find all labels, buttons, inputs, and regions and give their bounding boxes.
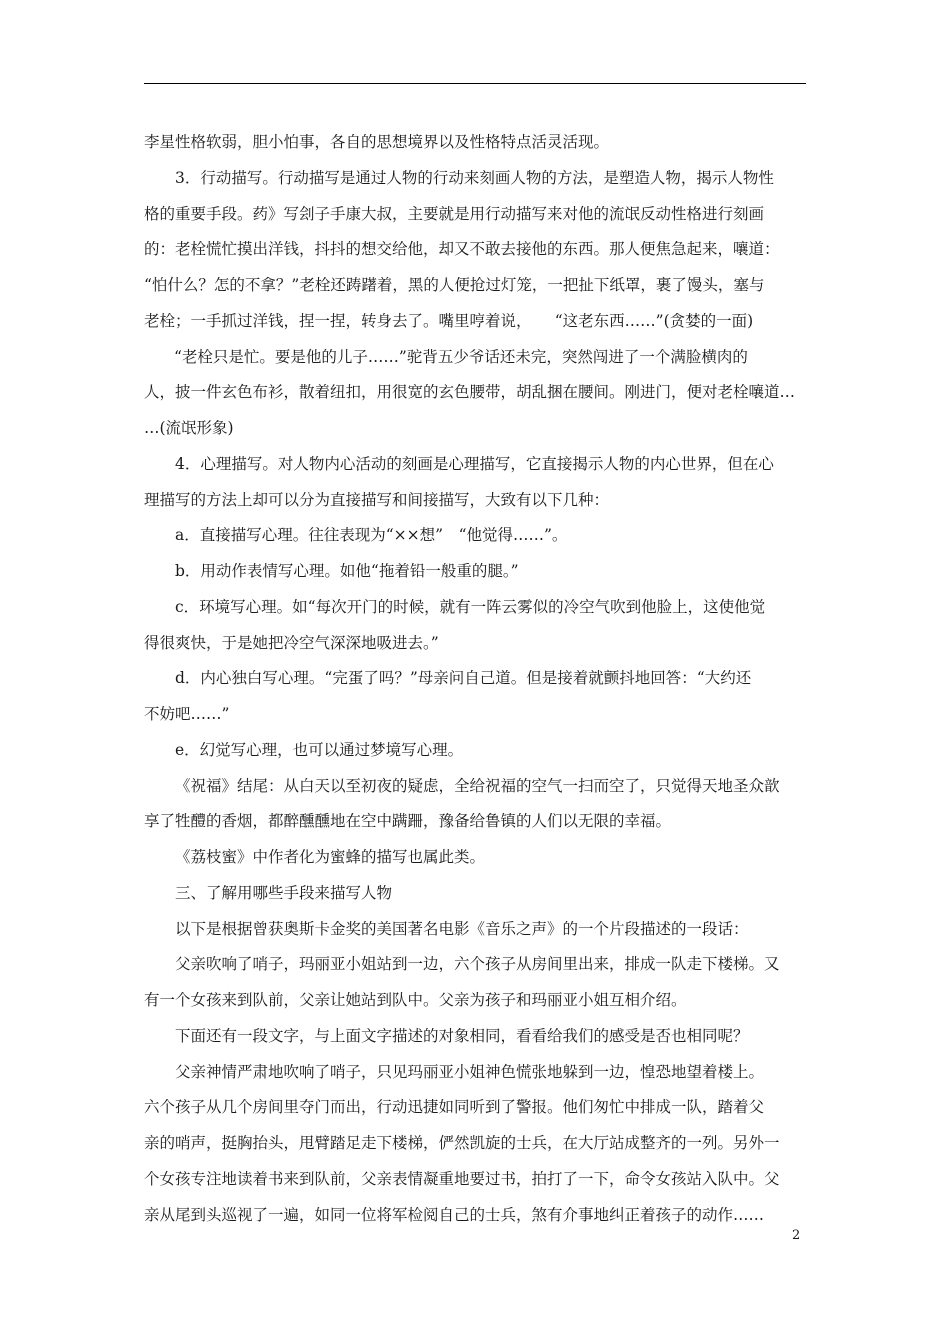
text-line: 《荔枝蜜》中作者化为蜜蜂的描写也属此类。: [175, 848, 486, 866]
section-heading: 三、了解用哪些手段来描写人物: [175, 883, 393, 902]
text-line: 不妨吧……”: [144, 705, 230, 723]
text-line: 的：老栓慌忙摸出洋钱，抖抖的想交给他，却又不敢去接他的东西。那人便焦急起来，嚷道：: [144, 240, 780, 259]
page-number: 2: [792, 1228, 801, 1243]
text-line: 有一个女孩来到队前，父亲让她站到队中。父亲为孩子和玛丽亚小姐互相介绍。: [144, 991, 687, 1009]
text-line: 父亲神情严肃地吹响了哨子，只见玛丽亚小姐神色慌张地躲到一边，惶恐地望着楼上。: [175, 1062, 765, 1081]
text-line: 人，披一件玄色布衫，散着纽扣，用很宽的玄色腰带，胡乱捆在腰间。刚进门，便对老栓嚷道…: [144, 383, 796, 402]
text-line: 亲的哨声，挺胸抬头，甩臂踏足走下楼梯，俨然凯旋的士兵，在大厅站成整齐的一列。另外一: [144, 1134, 780, 1152]
text-line: 六个孩子从几个房间里夺门而出，行动迅捷如同听到了警报。他们匆忙中排成一队，踏着父: [144, 1098, 765, 1117]
text-line: 理描写的方法上却可以分为直接描写和间接描写，大致有以下几种：: [144, 490, 610, 509]
text-line: e．幻觉写心理，也可以通过梦境写心理。: [175, 740, 464, 759]
text-line: a．直接描写心理。往往表现为“××想” “他觉得……”。: [175, 526, 568, 545]
text-line: 格的重要手段。药》写刽子手康大叔，主要就是用行动描写来对他的流氓反动性格进行刻画: [144, 204, 765, 223]
text-line: b．用动作表情写心理。如他“拖着铅一般重的腿。”: [175, 562, 519, 580]
text-line: 亲从尾到头巡视了一遍，如同一位将军检阅自己的士兵，煞有介事地纠正着孩子的动作……: [144, 1205, 765, 1224]
text-line: 以下是根据曾获奥斯卡金奖的美国著名电影《音乐之声》的一个片段描述的一段话：: [175, 919, 749, 938]
text-line: 老栓；一手抓过洋钱，捏一捏，转身去了。嘴里哼着说， “这老东西……”(贪婪的一面): [144, 311, 754, 330]
text-line: 《祝福》结尾：从白天以至初夜的疑虑，全给祝福的空气一扫而空了，只觉得天地圣众歆: [175, 776, 780, 795]
text-line: c．环境写心理。如“每次开门的时候，就有一阵云雾似的冷空气吹到他脸上，这使他觉: [175, 597, 766, 616]
text-line: d．内心独白写心理。“完蛋了吗？”母亲问自己道。但是接着就颤抖地回答：“大约还: [175, 669, 752, 688]
header-rule: [144, 83, 806, 84]
text-line: …(流氓形象): [144, 419, 234, 437]
text-line: 4．心理描写。对人物内心活动的刻画是心理描写，它直接揭示人物的内心世界，但在心: [175, 454, 774, 473]
text-line: “老栓只是忙。要是他的儿子……”驼背五少爷话还未完，突然闯进了一个满脸横肉的: [174, 347, 748, 366]
text-line: 李星性格软弱，胆小怕事，各自的思想境界以及性格特点活灵活现。: [144, 133, 610, 151]
text-line: 个女孩专注地读着书来到队前，父亲表情凝重地要过书，拍打了一下，命令女孩站入队中。父: [144, 1169, 780, 1188]
text-line: 下面还有一段文字，与上面文字描述的对象相同，看看给我们的感受是否也相同呢？: [175, 1026, 749, 1045]
document-body: [144, 125, 808, 1233]
text-line: 父亲吹响了哨子，玛丽亚小姐站到一边，六个孩子从房间里出来，排成一队走下楼梯。又: [175, 955, 780, 974]
text-line: 得很爽快，于是她把冷空气深深地吸进去。”: [144, 633, 439, 652]
text-line: “怕什么？怎的不拿？”老栓还踌躇着，黑的人便抢过灯笼，一把扯下纸罩，裹了馒头，塞与: [144, 276, 765, 294]
text-line: 3．行动描写。行动描写是通过人物的行动来刻画人物的方法，是塑造人物，揭示人物性: [175, 168, 774, 187]
text-line: 享了牲醴的香烟，都醉醺醺地在空中蹒跚，豫备给鲁镇的人们以无限的幸福。: [144, 812, 672, 831]
